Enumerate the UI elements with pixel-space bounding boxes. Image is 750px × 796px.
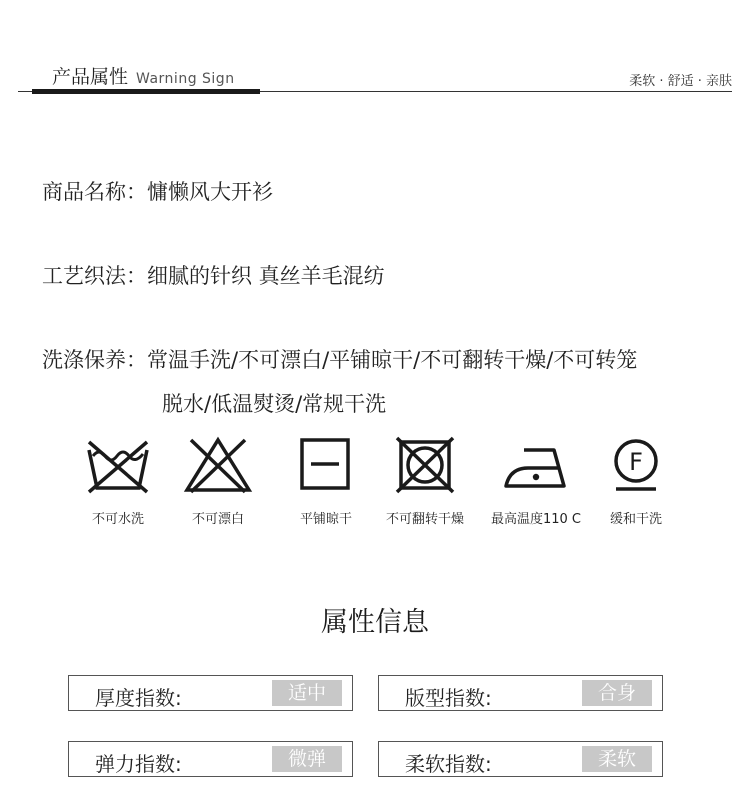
care-item-no-bleach	[168, 436, 268, 527]
care-item-dry-clean	[586, 436, 686, 527]
attribute-value-badge: 合身	[582, 680, 652, 706]
care-label: 洗涤保养：	[42, 348, 147, 372]
care-label-no-tumble-dry: 不可翻转干燥	[385, 512, 464, 527]
attribute-label: 弹力指数:	[95, 752, 182, 776]
attribute-label: 柔软指数:	[405, 752, 492, 776]
attribute-value-badge: 微弹	[272, 746, 342, 772]
attribute-value-badge: 适中	[272, 680, 342, 706]
no-tumble-dry-icon	[395, 436, 455, 494]
care-label-iron: 最高温度110 C	[490, 512, 582, 527]
iron-icon	[502, 436, 570, 494]
product-name-label: 商品名称：	[42, 180, 147, 204]
craft-value: 细腻的针织 真丝羊毛混纺	[147, 264, 385, 288]
no-bleach-icon	[183, 436, 253, 494]
care-item-iron	[486, 436, 586, 527]
care-row	[42, 344, 637, 374]
attribute-label: 版型指数:	[405, 686, 492, 710]
care-item-no-wash	[68, 436, 168, 527]
section-title: 属性信息	[321, 607, 429, 638]
care-label-no-bleach: 不可漂白	[191, 512, 244, 527]
craft-row	[42, 260, 385, 290]
attribute-thickness	[68, 675, 353, 711]
dry-clean-f-icon	[608, 436, 664, 494]
no-wash-icon	[85, 436, 151, 494]
attribute-fit	[378, 675, 663, 711]
care-value-line2: 脱水/低温熨烫/常规干洗	[162, 392, 387, 416]
care-item-dry-flat	[276, 436, 376, 527]
subtitle-text: Warning Sign	[136, 71, 235, 87]
page-title	[52, 62, 235, 89]
care-value-line1: 常温手洗/不可漂白/平铺晾干/不可翻转干燥/不可转笼	[147, 348, 638, 372]
header-accent-bar	[32, 89, 260, 94]
care-label-no-wash: 不可水洗	[91, 512, 144, 527]
care-label-dry-clean: 缓和干洗	[609, 512, 662, 527]
dry-clean-glyph: F	[629, 448, 643, 476]
attribute-value-badge: 柔软	[582, 746, 652, 772]
attribute-label: 厚度指数:	[95, 686, 182, 710]
product-name-value: 慵懒风大开衫	[147, 180, 273, 204]
dry-flat-icon	[298, 436, 354, 494]
product-name-row	[42, 176, 273, 206]
care-label-dry-flat: 平铺晾干	[299, 512, 352, 527]
attribute-softness	[378, 741, 663, 777]
care-item-no-tumble-dry	[375, 436, 475, 527]
craft-label: 工艺织法：	[42, 264, 147, 288]
attribute-elasticity	[68, 741, 353, 777]
tagline: 柔软 · 舒适 · 亲肤	[629, 74, 732, 89]
title-text: 产品属性	[52, 66, 129, 88]
